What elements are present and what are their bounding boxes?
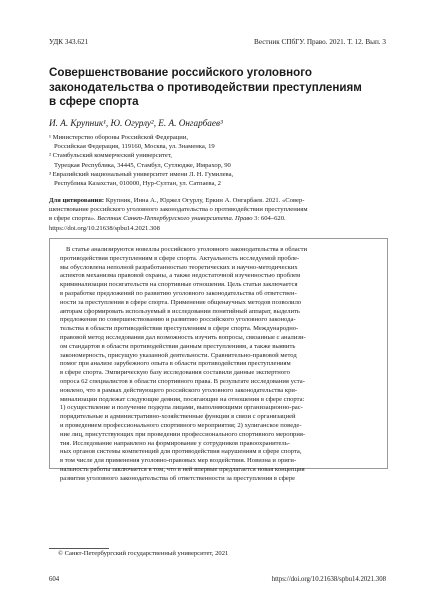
authors-line: И. А. Крупник¹, Ю. Огурлу², Е. А. Онгарбаев³ — [49, 118, 223, 128]
affiliation-line: Республика Казахстан, 010000, Нур-Султан, ул. Сатпаева, 2 — [54, 180, 221, 188]
abstract-line: тельства в области противодействия преступлениям в сфере спорта. Международно- — [60, 325, 299, 333]
affiliations — [49, 133, 389, 188]
footer-doi-link[interactable]: https://doi.org/10.21638/spbu14.2021.308 — [271, 576, 386, 583]
abstract-line: и проведением профессионального спортивного мероприятия; 2) хулиганское поведе- — [60, 421, 302, 429]
abstract-line: нальность работы заключается в том, что в ней впервые предлагается новая концепция — [60, 465, 305, 473]
citation-doi-link[interactable]: https://doi.org/10.21638/spbu14.2021.308 — [49, 224, 160, 232]
journal-reference: Вестник СПбГУ. Право. 2021. Т. 12. Вып. 3 — [254, 38, 386, 46]
citation-text: в сфере спорта». — [49, 215, 98, 223]
title-line: в сфере спорта — [49, 95, 139, 108]
abstract-line: ние лиц, присутствующих при проведении профессионального спортивного мероприя- — [60, 430, 306, 438]
abstract-line: ных органов системы компетенций для противодействия нарушениям в сфере спорта, — [60, 448, 302, 456]
affiliation-line: ¹ Министерство обороны Российской Федерации, — [49, 134, 189, 141]
abstract-text — [60, 246, 380, 484]
abstract-line: помог при анализе зарубежного опыта в области противодействия преступлениям — [60, 360, 291, 368]
title-line: законодательства о противодействии преступлениям — [49, 80, 362, 94]
citation-label: Для цитирования: — [49, 197, 105, 204]
footnote-divider — [49, 548, 109, 549]
abstract-line: мы обусловлена неполной разработанностью теоретических и научно-методических — [60, 263, 298, 271]
affiliation-line: Турецкая Республика, 34445, Стамбул, Сутлюдже, Имрахор, 90 — [54, 161, 231, 169]
abstract-line: порядительные и административно-хозяйственные функции в связи с организацией — [60, 413, 296, 421]
citation-text: 3: 604–620. — [252, 215, 286, 223]
abstract-line: минализации подлежат следующие деяния, посягающие на отношения в сфере спорта: — [60, 395, 305, 403]
article-title — [49, 66, 389, 110]
affiliation-line: ³ Евразийский национальный университет имени Л. Н. Гумилева, — [49, 170, 234, 178]
abstract-line: авторам сформировать используемый в исследовании понятийный аппарат, выделить — [60, 307, 300, 315]
abstract-line: В статье анализируются новеллы российского уголовного законодательства в области — [66, 246, 308, 253]
abstract-line: противодействия преступлениям в сфере спорта. Актуальность исследуемой пробле- — [60, 254, 300, 262]
abstract-line: новлено, что в рамках действующего российского уголовного законодательства кри- — [60, 386, 298, 394]
title-line: Совершенствование российского уголовного — [49, 66, 312, 79]
citation-text: Крупник, Инна А., Юджел Огурлу, Еркин А. Онгарбаев. 2021. «Совер- — [105, 197, 305, 204]
abstract-line: в том числе для применения уголовно-правовых мер воздействия. Новизна и ориги- — [60, 457, 297, 465]
affiliation-line: Российская Федерация, 119160, Москва, ул. Знаменка, 19 — [54, 143, 215, 151]
abstract-line: предложения по совершенствованию и развитию российского уголовного законода- — [60, 316, 296, 324]
abstract-line: 1) осуществление и получение подкупа лицами, выполняющими организационно-рас- — [60, 404, 303, 412]
running-header — [49, 38, 386, 50]
abstract-line: тия. Исследование направлено на формирование у сотрудников правоохранитель- — [60, 439, 290, 447]
abstract-line: правовой метод исследования дал возможность изучить вопросы, связанные с анализи- — [60, 333, 306, 341]
abstract-line: в разработке предложений по развитию уголовного законодательства об ответствен- — [60, 289, 297, 297]
page-footer — [49, 576, 386, 586]
citation-text: шенствование российского уголовного законодательства о противодействии преступлениям — [49, 206, 308, 214]
abstract-line: криминализации посягательств на спортивные отношения. Цель статьи заключается — [60, 281, 298, 289]
udc-code: УДК 343.621 — [49, 38, 89, 46]
page-number: 604 — [49, 576, 60, 583]
affiliation-line: ² Стамбульский коммерческий университет, — [49, 152, 172, 160]
copyright-notice: © Санкт-Петербургский государственный университет, 2021 — [58, 550, 229, 557]
abstract-line: ом стандартов в области противодействия данным преступлениям, а также выявить — [60, 342, 296, 350]
abstract-line: в сфере спорта. Эмпирическую базу исследования составили данные экспертного — [60, 369, 290, 377]
citation-journal: Вестник Санкт-Петербургского университета. Право — [97, 215, 253, 223]
abstract-line: закономерность, присущую указанной деятельности. Сравнительно-правовой метод — [60, 351, 297, 359]
abstract-line: развития уголовного законодательства об ответственности за преступления в сфере — [60, 474, 296, 482]
abstract-line: опроса 62 специалистов в области спортивного права. В результате исследования уста- — [60, 377, 305, 385]
citation-block — [49, 196, 389, 233]
abstract-line: ности за преступления в сфере спорта. Применение общенаучных методов позволило — [60, 298, 302, 306]
abstract-line: аспектов механизма правовой охраны, а также недостаточной изученностью проблем — [60, 272, 301, 280]
